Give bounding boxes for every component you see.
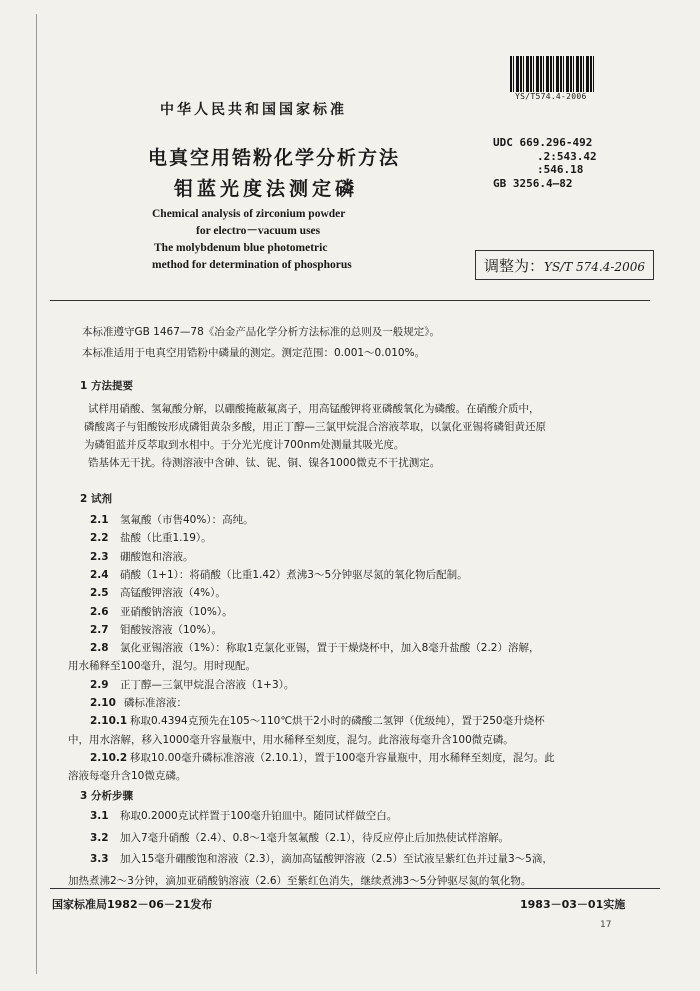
header-divider bbox=[50, 300, 650, 301]
numbered-item bbox=[90, 808, 397, 823]
title-chinese-line: 电真空用锆粉化学分析方法 bbox=[148, 147, 401, 169]
title-english bbox=[152, 206, 352, 274]
numbered-item bbox=[90, 695, 187, 710]
numbered-item bbox=[90, 640, 539, 655]
paragraph-line: 磷酸离子与钼酸铵形成磷钼黄杂多酸，用正丁醇—三氯甲烷混合溶液萃取，以氯化亚锡将磷钼黄还原 bbox=[84, 421, 546, 433]
udc-line: UDC 669.296-492 bbox=[493, 136, 593, 149]
continuation-line bbox=[68, 658, 256, 673]
item-number: 2.1 bbox=[90, 514, 109, 526]
intro-line: 本标准适用于电真空用锆粉中磷量的测定。测定范围：0.001～0.010%。 bbox=[82, 347, 426, 359]
item-text: 溶液每毫升含10微克磷。 bbox=[68, 770, 187, 783]
item-number: 2.5 bbox=[90, 587, 109, 600]
continuation-line bbox=[68, 873, 531, 888]
item-text: 亚硝酸钠溶液（10%）。 bbox=[120, 605, 233, 618]
item-text: 称取0.2000克试样置于100毫升铂皿中。随同试样做空白。 bbox=[120, 810, 398, 822]
item-number: 2.10.1 bbox=[90, 715, 128, 728]
title-english-line: Chemical analysis of zirconium powder bbox=[152, 208, 346, 220]
item-text: 加入7毫升硝酸（2.4）、0.8～1毫升氢氟酸（2.1），待反应停止后加热使试样溶解。 bbox=[120, 831, 509, 844]
page-mark: 17 bbox=[600, 920, 612, 930]
item-text: 移取10.00毫升磷标准溶液（2.10.1），置于100毫升容量瓶中，用水稀释至刻度，混匀。此 bbox=[130, 751, 555, 764]
national-standard-label: 中华人民共和国国家标准 bbox=[160, 102, 347, 118]
numbered-item bbox=[90, 750, 555, 765]
item-text: 盐酸（比重1.19）。 bbox=[120, 532, 212, 545]
item-text: 硝酸（1+1）：将硝酸（比重1.42）煮沸3～5分钟驱尽氮的氧化物后配制。 bbox=[120, 568, 468, 581]
numbered-item bbox=[90, 713, 545, 728]
item-text: 加入15毫升硼酸饱和溶液（2.3），滴加高锰酸钾溶液（2.5）至试液呈紫红色并过量3～5滴， bbox=[120, 853, 553, 865]
numbered-item bbox=[90, 604, 233, 619]
intro-line: 本标准遵守GB 1467—78《冶金产品化学分析方法标准的总则及一般规定》。 bbox=[82, 326, 441, 338]
barcode bbox=[510, 56, 596, 92]
stamp-label: 调整为： bbox=[484, 257, 545, 275]
udc-classification bbox=[493, 136, 597, 190]
item-text: 氢氟酸（市售40%）：高纯。 bbox=[120, 514, 254, 526]
left-margin-line bbox=[36, 14, 37, 974]
paragraph-line: 为磷钼蓝并反萃取到水相中。于分光光度计700nm处测量其吸光度。 bbox=[84, 439, 405, 451]
item-number: 2.2 bbox=[90, 532, 109, 545]
item-text: 称取0.4394克预先在105～110℃烘干2小时的磷酸二氢钾（优级纯），置于250毫升烧杯 bbox=[130, 715, 545, 728]
adjustment-stamp bbox=[475, 250, 654, 280]
item-text: 高锰酸钾溶液（4%）。 bbox=[120, 587, 226, 600]
title-chinese bbox=[148, 143, 400, 205]
title-english-line: The molybdenum blue photometric bbox=[154, 242, 328, 254]
numbered-item bbox=[90, 512, 254, 527]
item-text: 磷标准溶液： bbox=[124, 697, 187, 709]
paragraph-line: 试样用硝酸、氢氟酸分解，以硼酸掩蔽氟离子，用高锰酸钾将亚磷酸氧化为磷酸。在硝酸介质中， bbox=[88, 403, 540, 415]
item-number: 2.10.2 bbox=[90, 751, 128, 764]
item-text: 用水稀释至100毫升，混匀。用时现配。 bbox=[68, 660, 257, 673]
continuation-line bbox=[68, 732, 514, 747]
continuation-line bbox=[68, 768, 186, 783]
item-number: 3.1 bbox=[90, 810, 109, 822]
title-english-line: method for determination of phosphorus bbox=[152, 259, 352, 271]
item-number: 2.4 bbox=[90, 568, 109, 581]
stamp-value: YS/T 574.4-2006 bbox=[544, 260, 645, 274]
item-text: 钼酸铵溶液（10%）。 bbox=[120, 623, 223, 636]
numbered-item bbox=[90, 567, 468, 582]
item-number: 2.10 bbox=[90, 697, 116, 709]
item-number: 3.3 bbox=[90, 853, 109, 865]
footer-divider bbox=[50, 888, 660, 889]
barcode-number: YS/T574.4-2006 bbox=[515, 92, 587, 101]
item-number: 3.2 bbox=[90, 831, 109, 844]
numbered-item bbox=[90, 830, 509, 845]
title-english-line: for electro－vacuum uses bbox=[196, 225, 321, 237]
item-number: 2.3 bbox=[90, 550, 109, 563]
paragraph-line: 锆基体无干扰。待测溶液中含砷、钛、铌、铜、镍各1000微克不干扰测定。 bbox=[88, 457, 441, 469]
numbered-item bbox=[90, 677, 294, 692]
udc-line: :546.18 bbox=[537, 163, 584, 176]
section-heading: 2 试剂 bbox=[80, 493, 112, 505]
udc-line: .2:543.42 bbox=[537, 149, 597, 163]
item-text: 氯化亚锡溶液（1%）：称取1克氯化亚锡，置于干燥烧杯中，加入8毫升盐酸（2.2）溶解， bbox=[120, 642, 540, 655]
title-chinese-line: 钼蓝光度法测定磷 bbox=[174, 178, 359, 200]
item-text: 硼酸饱和溶液。 bbox=[120, 550, 194, 563]
effective-date: 1983－03－01实施 bbox=[520, 898, 626, 911]
numbered-item bbox=[90, 622, 222, 637]
section-heading: 3 分析步骤 bbox=[80, 790, 133, 802]
numbered-item bbox=[90, 585, 226, 600]
numbered-item bbox=[90, 851, 553, 866]
item-number: 2.8 bbox=[90, 642, 109, 655]
item-number: 2.7 bbox=[90, 623, 109, 636]
item-number: 2.6 bbox=[90, 605, 109, 618]
item-number: 2.9 bbox=[90, 678, 109, 691]
item-text: 中，用水溶解，移入1000毫升容量瓶中，用水稀释至刻度，混匀。此溶液每毫升含100微克磷。 bbox=[68, 733, 514, 746]
numbered-item bbox=[90, 530, 212, 545]
item-text: 加热煮沸2～3分钟，滴加亚硝酸钠溶液（2.6）至紫红色消失，继续煮沸3～5分钟驱尽氮的氧化物。 bbox=[68, 874, 532, 887]
numbered-item bbox=[90, 549, 194, 564]
issue-date: 国家标准局1982－06－21发布 bbox=[52, 898, 213, 911]
section-heading: 1 方法提要 bbox=[80, 380, 133, 392]
gb-number: GB 3256.4—82 bbox=[493, 176, 573, 190]
item-text: 正丁醇—三氯甲烷混合溶液（1+3）。 bbox=[120, 678, 295, 691]
